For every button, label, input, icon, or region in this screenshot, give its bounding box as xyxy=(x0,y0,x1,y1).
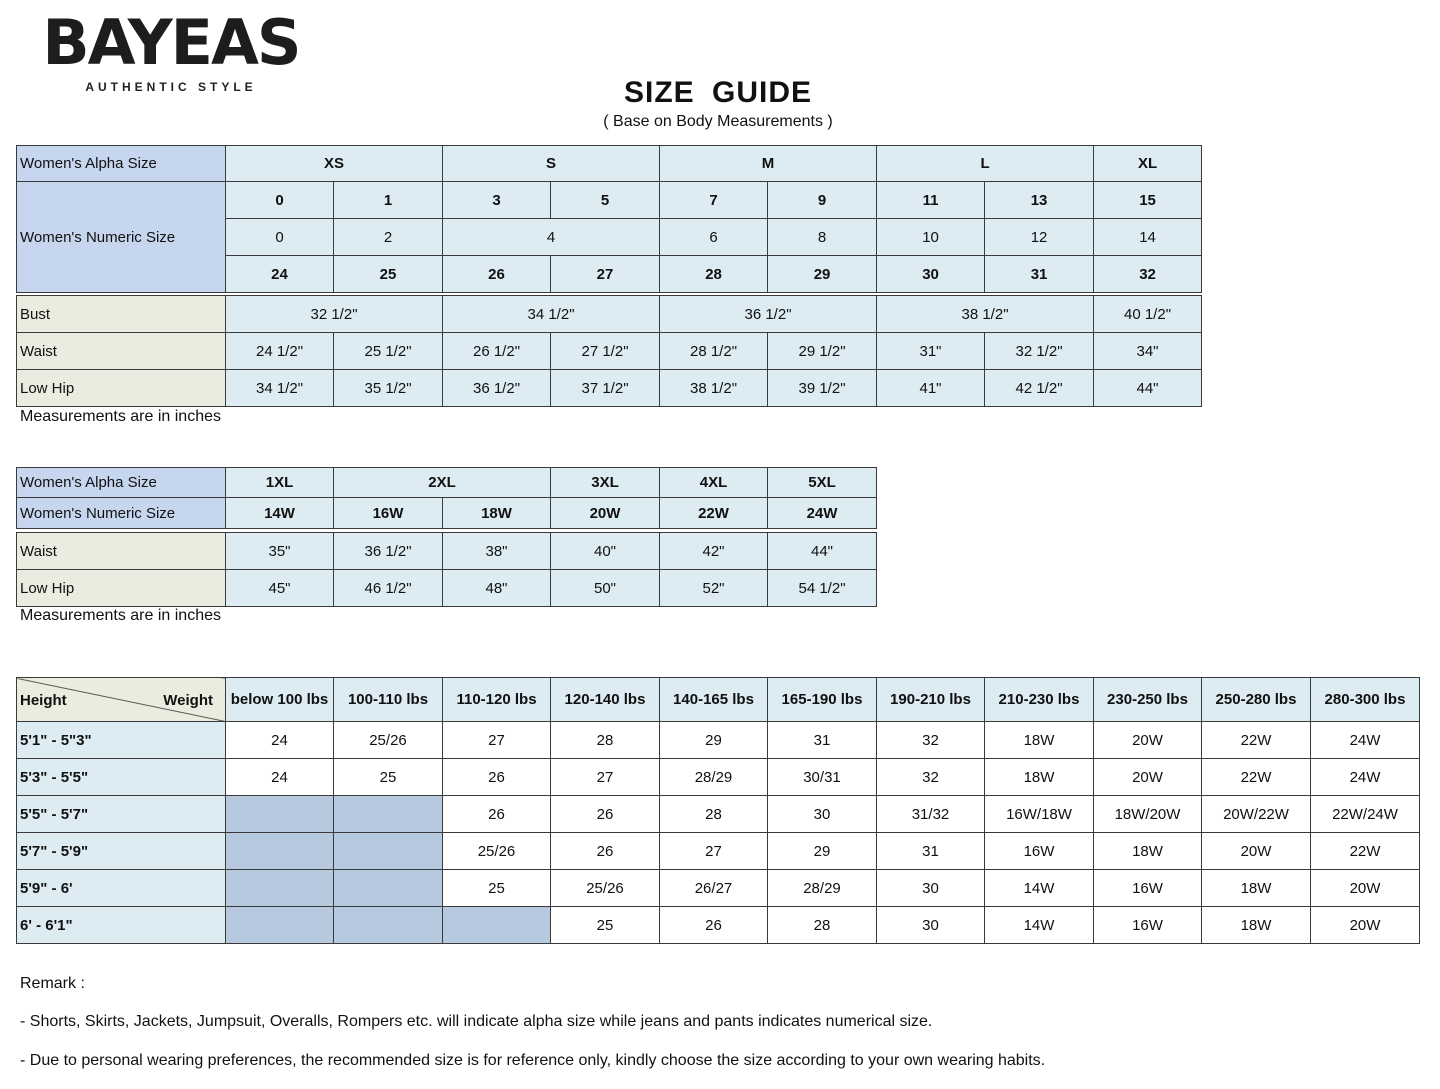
waist-cell: 24 1/2" xyxy=(226,333,334,370)
height-label: 5'7" - 5'9" xyxy=(17,833,226,870)
recommended-size-cell: 16W xyxy=(1094,907,1202,944)
weight-header: 230-250 lbs xyxy=(1094,678,1202,722)
recommended-size-cell: 14W xyxy=(985,907,1094,944)
recommended-size-cell: 29 xyxy=(768,833,877,870)
empty-size-cell xyxy=(334,833,443,870)
plus-low-hip-cell: 48" xyxy=(443,570,551,607)
low-hip-cell: 42 1/2" xyxy=(985,370,1094,407)
plus-alpha-cell: 5XL xyxy=(768,468,877,498)
recommended-size-cell: 26/27 xyxy=(660,870,768,907)
low-hip-cell: 34 1/2" xyxy=(226,370,334,407)
recommended-size-cell: 27 xyxy=(443,722,551,759)
plus-waist-cell: 40" xyxy=(551,533,660,570)
plus-numeric-cell: 16W xyxy=(334,498,443,529)
height-weight-table xyxy=(16,677,1420,944)
plus-numeric-label: Women's Numeric Size xyxy=(17,498,226,529)
low-hip-cell: 41" xyxy=(877,370,985,407)
plus-numeric-row xyxy=(17,498,877,529)
plus-alpha-cell: 4XL xyxy=(660,468,768,498)
bust-cell: 38 1/2" xyxy=(877,296,1094,333)
recommended-size-cell: 26 xyxy=(443,796,551,833)
recommended-size-cell: 26 xyxy=(551,833,660,870)
height-row xyxy=(17,833,1420,870)
recommended-size-cell: 27 xyxy=(551,759,660,796)
plus-waist-row xyxy=(17,533,877,570)
numeric-size-cell: 29 xyxy=(768,256,877,293)
height-label: 5'1" - 5"3" xyxy=(17,722,226,759)
recommended-size-cell: 32 xyxy=(877,759,985,796)
size-table-plus xyxy=(16,467,877,529)
numeric-size-cell: 0 xyxy=(226,219,334,256)
recommended-size-cell: 26 xyxy=(551,796,660,833)
waist-cell: 29 1/2" xyxy=(768,333,877,370)
recommended-size-cell: 27 xyxy=(660,833,768,870)
size-table-standard xyxy=(16,145,1202,293)
recommended-size-cell: 16W/18W xyxy=(985,796,1094,833)
numeric-size-cell: 1 xyxy=(334,182,443,219)
recommended-size-cell: 25 xyxy=(551,907,660,944)
weight-header: 250-280 lbs xyxy=(1202,678,1311,722)
weight-header: 165-190 lbs xyxy=(768,678,877,722)
plus-waist-cell: 44" xyxy=(768,533,877,570)
recommended-size-cell: 28 xyxy=(660,796,768,833)
weight-header: 280-300 lbs xyxy=(1311,678,1420,722)
recommended-size-cell: 28/29 xyxy=(660,759,768,796)
recommended-size-cell: 20W xyxy=(1311,870,1420,907)
waist-cell: 31" xyxy=(877,333,985,370)
recommended-size-cell: 20W xyxy=(1311,907,1420,944)
low-hip-cell: 44" xyxy=(1094,370,1202,407)
numeric-size-cell: 5 xyxy=(551,182,660,219)
recommended-size-cell: 26 xyxy=(443,759,551,796)
plus-waist-label: Waist xyxy=(17,533,226,570)
plus-low-hip-cell: 50" xyxy=(551,570,660,607)
recommended-size-cell: 16W xyxy=(1094,870,1202,907)
waist-cell: 34" xyxy=(1094,333,1202,370)
empty-size-cell xyxy=(334,907,443,944)
recommended-size-cell: 25/26 xyxy=(334,722,443,759)
height-row xyxy=(17,759,1420,796)
recommended-size-cell: 16W xyxy=(985,833,1094,870)
numeric-size-row-1 xyxy=(17,182,1202,219)
empty-size-cell xyxy=(334,870,443,907)
waist-row xyxy=(17,333,1202,370)
bust-cell: 40 1/2" xyxy=(1094,296,1202,333)
plus-alpha-cell: 2XL xyxy=(334,468,551,498)
low-hip-label: Low Hip xyxy=(17,370,226,407)
alpha-size-cell: XL xyxy=(1094,146,1202,182)
alpha-size-cell: L xyxy=(877,146,1094,182)
plus-waist-cell: 38" xyxy=(443,533,551,570)
recommended-size-cell: 18W xyxy=(985,759,1094,796)
numeric-size-cell: 26 xyxy=(443,256,551,293)
numeric-size-cell: 2 xyxy=(334,219,443,256)
bust-label: Bust xyxy=(17,296,226,333)
recommended-size-cell: 25/26 xyxy=(551,870,660,907)
recommended-size-cell: 30 xyxy=(877,870,985,907)
height-row xyxy=(17,907,1420,944)
recommended-size-cell: 30 xyxy=(768,796,877,833)
plus-alpha-row xyxy=(17,468,877,498)
brand-tagline: AUTHENTIC STYLE xyxy=(85,80,257,94)
weight-header: 190-210 lbs xyxy=(877,678,985,722)
page-title: SIZE GUIDE xyxy=(623,76,813,109)
height-row xyxy=(17,722,1420,759)
alpha-size-cell: S xyxy=(443,146,660,182)
measurement-table-standard xyxy=(16,295,1202,407)
plus-alpha-label: Women's Alpha Size xyxy=(17,468,226,498)
waist-cell: 25 1/2" xyxy=(334,333,443,370)
recommended-size-cell: 22W xyxy=(1311,833,1420,870)
recommended-size-cell: 24 xyxy=(226,722,334,759)
alpha-size-cell: XS xyxy=(226,146,443,182)
corner-height-label: Height xyxy=(20,692,67,709)
recommended-size-cell: 20W xyxy=(1094,759,1202,796)
alpha-size-row xyxy=(17,146,1202,182)
empty-size-cell xyxy=(443,907,551,944)
recommended-size-cell: 18W xyxy=(1202,907,1311,944)
measurement-note-plus: Measurements are in inches xyxy=(20,607,221,624)
height-label: 5'5" - 5'7" xyxy=(17,796,226,833)
recommended-size-cell: 26 xyxy=(660,907,768,944)
recommended-size-cell: 18W/20W xyxy=(1094,796,1202,833)
empty-size-cell xyxy=(226,870,334,907)
alpha-size-label: Women's Alpha Size xyxy=(17,146,226,182)
plus-numeric-cell: 24W xyxy=(768,498,877,529)
bust-cell: 32 1/2" xyxy=(226,296,443,333)
waist-cell: 28 1/2" xyxy=(660,333,768,370)
numeric-size-cell: 15 xyxy=(1094,182,1202,219)
weight-header: 100-110 lbs xyxy=(334,678,443,722)
height-row xyxy=(17,796,1420,833)
recommended-size-cell: 24W xyxy=(1311,722,1420,759)
recommended-size-cell: 24 xyxy=(226,759,334,796)
bust-cell: 34 1/2" xyxy=(443,296,660,333)
recommended-size-cell: 25/26 xyxy=(443,833,551,870)
height-label: 6' - 6'1" xyxy=(17,907,226,944)
recommended-size-cell: 25 xyxy=(334,759,443,796)
recommended-size-cell: 31/32 xyxy=(877,796,985,833)
weight-header: 120-140 lbs xyxy=(551,678,660,722)
waist-cell: 32 1/2" xyxy=(985,333,1094,370)
waist-label: Waist xyxy=(17,333,226,370)
plus-waist-cell: 35" xyxy=(226,533,334,570)
numeric-size-cell: 10 xyxy=(877,219,985,256)
plus-numeric-cell: 18W xyxy=(443,498,551,529)
numeric-size-label: Women's Numeric Size xyxy=(17,182,226,293)
remark-line-1: - Shorts, Skirts, Jackets, Jumpsuit, Overalls, Rompers etc. will indicate alpha size while jeans and pants indicates numerical size. xyxy=(20,1013,933,1030)
recommended-size-cell: 20W xyxy=(1094,722,1202,759)
recommended-size-cell: 30 xyxy=(877,907,985,944)
plus-numeric-cell: 22W xyxy=(660,498,768,529)
numeric-size-cell: 32 xyxy=(1094,256,1202,293)
weight-header: 110-120 lbs xyxy=(443,678,551,722)
plus-alpha-cell: 1XL xyxy=(226,468,334,498)
recommended-size-cell: 22W xyxy=(1202,759,1311,796)
measurement-table-plus xyxy=(16,532,877,607)
brand-name: BAYEAS xyxy=(42,6,300,79)
recommended-size-cell: 32 xyxy=(877,722,985,759)
weight-header: 210-230 lbs xyxy=(985,678,1094,722)
recommended-size-cell: 28 xyxy=(768,907,877,944)
numeric-size-cell: 3 xyxy=(443,182,551,219)
numeric-size-cell: 11 xyxy=(877,182,985,219)
recommended-size-cell: 18W xyxy=(1202,870,1311,907)
low-hip-cell: 38 1/2" xyxy=(660,370,768,407)
plus-low-hip-label: Low Hip xyxy=(17,570,226,607)
numeric-size-cell: 27 xyxy=(551,256,660,293)
remark-line-2: - Due to personal wearing preferences, the recommended size is for reference only, kindly choose the size according to your own wearing habits. xyxy=(20,1052,1046,1069)
plus-low-hip-cell: 52" xyxy=(660,570,768,607)
empty-size-cell xyxy=(226,907,334,944)
numeric-size-cell: 6 xyxy=(660,219,768,256)
numeric-size-cell: 13 xyxy=(985,182,1094,219)
numeric-size-cell: 30 xyxy=(877,256,985,293)
numeric-size-cell: 24 xyxy=(226,256,334,293)
plus-waist-cell: 36 1/2" xyxy=(334,533,443,570)
numeric-size-cell: 0 xyxy=(226,182,334,219)
weight-header: 140-165 lbs xyxy=(660,678,768,722)
low-hip-cell: 35 1/2" xyxy=(334,370,443,407)
recommended-size-cell: 25 xyxy=(443,870,551,907)
recommended-size-cell: 28/29 xyxy=(768,870,877,907)
height-weight-corner xyxy=(17,678,226,722)
weight-header: below 100 lbs xyxy=(226,678,334,722)
recommended-size-cell: 31 xyxy=(768,722,877,759)
bust-row xyxy=(17,296,1202,333)
recommended-size-cell: 24W xyxy=(1311,759,1420,796)
height-label: 5'9" - 6' xyxy=(17,870,226,907)
recommended-size-cell: 20W/22W xyxy=(1202,796,1311,833)
numeric-size-cell: 8 xyxy=(768,219,877,256)
plus-low-hip-row xyxy=(17,570,877,607)
recommended-size-cell: 22W/24W xyxy=(1311,796,1420,833)
recommended-size-cell: 18W xyxy=(1094,833,1202,870)
recommended-size-cell: 31 xyxy=(877,833,985,870)
plus-numeric-cell: 20W xyxy=(551,498,660,529)
numeric-size-cell: 9 xyxy=(768,182,877,219)
numeric-size-cell: 25 xyxy=(334,256,443,293)
recommended-size-cell: 14W xyxy=(985,870,1094,907)
numeric-size-cell: 4 xyxy=(443,219,660,256)
measurement-note: Measurements are in inches xyxy=(20,408,221,425)
recommended-size-cell: 28 xyxy=(551,722,660,759)
low-hip-cell: 37 1/2" xyxy=(551,370,660,407)
plus-low-hip-cell: 54 1/2" xyxy=(768,570,877,607)
numeric-size-cell: 31 xyxy=(985,256,1094,293)
low-hip-row xyxy=(17,370,1202,407)
plus-low-hip-cell: 45" xyxy=(226,570,334,607)
plus-low-hip-cell: 46 1/2" xyxy=(334,570,443,607)
page-subtitle: ( Base on Body Measurements ) xyxy=(603,113,833,130)
numeric-size-cell: 7 xyxy=(660,182,768,219)
recommended-size-cell: 29 xyxy=(660,722,768,759)
plus-alpha-cell: 3XL xyxy=(551,468,660,498)
corner-weight-label: Weight xyxy=(163,692,213,709)
height-row xyxy=(17,870,1420,907)
numeric-size-cell: 28 xyxy=(660,256,768,293)
remark-title: Remark : xyxy=(20,975,85,992)
plus-waist-cell: 42" xyxy=(660,533,768,570)
low-hip-cell: 36 1/2" xyxy=(443,370,551,407)
waist-cell: 27 1/2" xyxy=(551,333,660,370)
recommended-size-cell: 18W xyxy=(985,722,1094,759)
alpha-size-cell: M xyxy=(660,146,877,182)
recommended-size-cell: 22W xyxy=(1202,722,1311,759)
bust-cell: 36 1/2" xyxy=(660,296,877,333)
plus-numeric-cell: 14W xyxy=(226,498,334,529)
empty-size-cell xyxy=(334,796,443,833)
recommended-size-cell: 30/31 xyxy=(768,759,877,796)
numeric-size-cell: 12 xyxy=(985,219,1094,256)
low-hip-cell: 39 1/2" xyxy=(768,370,877,407)
recommended-size-cell: 20W xyxy=(1202,833,1311,870)
numeric-size-cell: 14 xyxy=(1094,219,1202,256)
empty-size-cell xyxy=(226,796,334,833)
height-label: 5'3" - 5'5" xyxy=(17,759,226,796)
empty-size-cell xyxy=(226,833,334,870)
waist-cell: 26 1/2" xyxy=(443,333,551,370)
weight-header-row xyxy=(17,678,1420,722)
